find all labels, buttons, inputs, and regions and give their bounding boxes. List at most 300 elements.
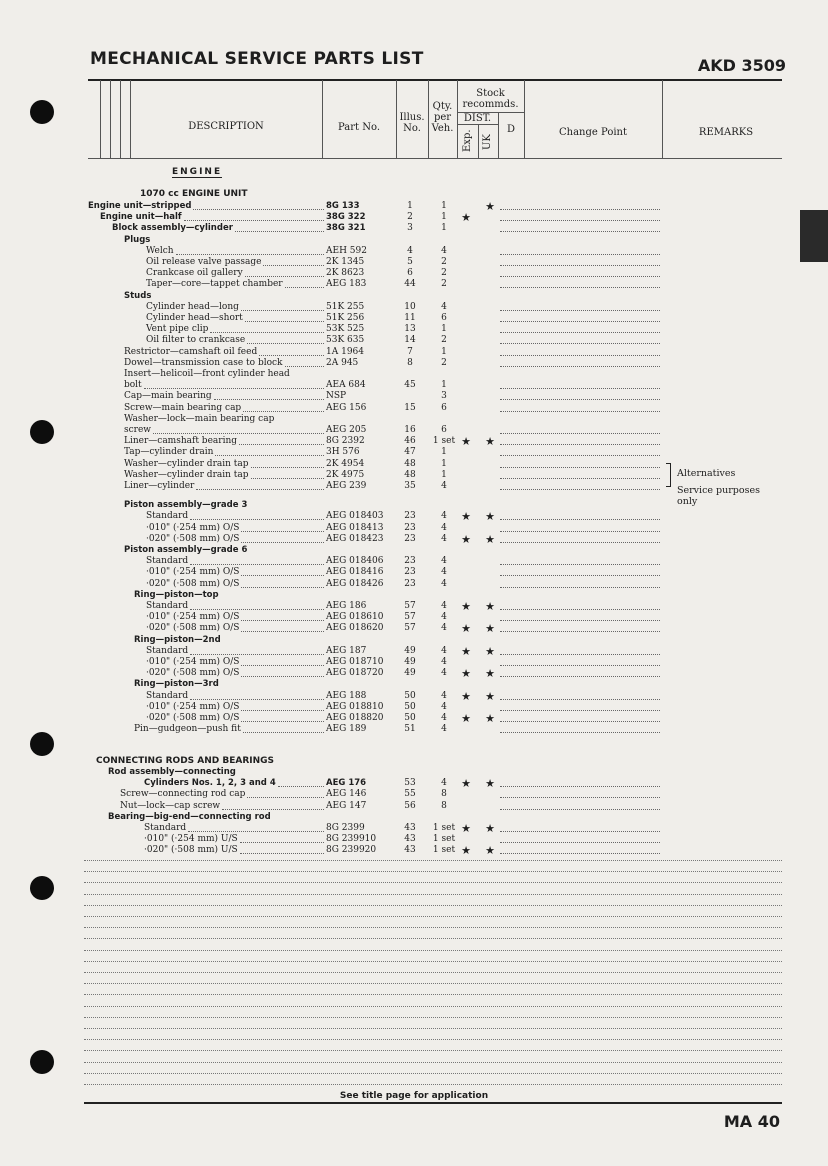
header-bottom-rule xyxy=(88,158,782,159)
qty-per-vehicle: 8 xyxy=(441,789,447,800)
illus-number: 5 xyxy=(407,257,413,267)
stock-exp-star-icon: ★ xyxy=(461,712,471,725)
table-row xyxy=(0,635,828,646)
qty-per-vehicle: 1 xyxy=(441,469,447,480)
stock-exp-star-icon: ★ xyxy=(461,600,471,613)
row-rule xyxy=(500,699,660,700)
table-row xyxy=(0,845,828,856)
table-row xyxy=(0,403,828,414)
part-number: AEG 239 xyxy=(326,481,367,491)
stock-uk-star-icon: ★ xyxy=(485,844,495,858)
row-rule xyxy=(500,388,660,389)
part-number: 3H 576 xyxy=(326,447,360,458)
qty-per-vehicle: 4 xyxy=(441,533,447,544)
section-engine-unit: 1070 cc ENGINE UNIT xyxy=(140,189,248,199)
table-row xyxy=(0,789,828,800)
leader-dots xyxy=(196,489,324,490)
part-number: AEG 189 xyxy=(326,724,367,735)
leader-dots xyxy=(240,842,324,843)
part-description: Liner—cylinder xyxy=(124,481,195,491)
illus-number: 3 xyxy=(407,223,413,234)
leader-dots xyxy=(240,853,324,854)
illus-number: 49 xyxy=(404,668,416,679)
page-number: MA 40 xyxy=(723,1112,780,1131)
qty-per-vehicle: 6 xyxy=(441,402,447,413)
leader-dots xyxy=(263,265,324,266)
part-description: Washer—cylinder drain tap xyxy=(124,469,249,480)
table-row xyxy=(0,812,828,823)
part-number: AEG 205 xyxy=(326,425,367,435)
part-number: AEA 684 xyxy=(326,380,366,391)
stock-exp-star-icon: ★ xyxy=(461,777,471,791)
qty-per-vehicle: 1 xyxy=(441,346,447,357)
row-rule xyxy=(500,310,660,311)
table-row xyxy=(0,834,828,845)
table-row xyxy=(0,223,828,234)
part-description: Standard xyxy=(146,690,189,701)
table-row xyxy=(0,679,828,690)
qty-per-vehicle: 4 xyxy=(441,567,447,578)
table-row xyxy=(0,601,828,612)
table-row xyxy=(0,801,828,812)
part-number: AEG 018720 xyxy=(326,668,384,679)
footer-note: See title page for application xyxy=(339,1091,489,1101)
part-number: AEG 186 xyxy=(326,601,367,611)
qty-per-vehicle: 6 xyxy=(441,425,447,435)
part-description: ·020" (·508 mm) O/S xyxy=(146,713,240,723)
table-row xyxy=(0,291,828,302)
illus-number: 23 xyxy=(404,511,416,522)
part-description: Oil release valve passage xyxy=(146,257,262,267)
illus-number: 57 xyxy=(404,601,416,611)
row-rule xyxy=(500,631,660,632)
qty-per-vehicle: 4 xyxy=(441,778,447,789)
table-row xyxy=(0,778,828,789)
stock-uk-star-icon: ★ xyxy=(485,644,495,658)
qty-per-vehicle: 3 xyxy=(441,391,447,402)
part-description: Washer—cylinder drain tap xyxy=(124,458,249,469)
part-description: ·010" (·254 mm) O/S xyxy=(146,701,240,712)
stock-exp-star-icon: ★ xyxy=(461,532,471,546)
qty-per-vehicle: 4 xyxy=(441,612,447,623)
stock-uk-star-icon: ★ xyxy=(485,822,495,835)
part-description: bolt xyxy=(124,380,142,391)
illus-number: 23 xyxy=(404,522,416,533)
leader-dots xyxy=(241,542,324,543)
row-rule xyxy=(500,564,660,565)
remark-service: Service purposes only xyxy=(677,485,760,507)
row-rule xyxy=(500,732,660,733)
illus-number: 49 xyxy=(404,645,416,656)
blank-ruled-line xyxy=(84,994,782,995)
row-rule xyxy=(500,721,660,722)
part-number: 1A 1964 xyxy=(326,346,364,357)
leader-dots xyxy=(184,220,324,221)
leader-dots xyxy=(247,797,324,798)
part-number: AEG 018620 xyxy=(326,623,384,634)
stock-exp-star-icon: ★ xyxy=(461,844,471,858)
part-number: AEG 018406 xyxy=(326,556,384,567)
row-rule xyxy=(500,575,660,576)
part-number: 8G 133 xyxy=(326,201,360,211)
part-description: Standard xyxy=(146,645,189,656)
table-row xyxy=(0,511,828,522)
part-description: Liner—camshaft bearing xyxy=(124,436,238,447)
part-description: Taper—core—tappet chamber xyxy=(146,279,283,290)
remark-alternatives: Alternatives xyxy=(677,468,736,479)
qty-per-vehicle: 1 set xyxy=(432,845,456,856)
blank-ruled-line xyxy=(84,1006,782,1007)
part-number: AEG 147 xyxy=(326,800,367,811)
row-rule xyxy=(500,853,660,854)
part-description: ·010" (·254 mm) O/S xyxy=(146,612,240,623)
blank-ruled-line xyxy=(84,882,782,883)
qty-per-vehicle: 1 set xyxy=(432,823,456,833)
leader-dots xyxy=(259,355,324,356)
part-number: 8G 2392 xyxy=(326,436,365,447)
leader-dots xyxy=(144,388,324,389)
row-rule xyxy=(500,399,660,400)
part-description: ·020" (·508 mm) O/S xyxy=(146,533,240,544)
table-row xyxy=(0,567,828,578)
leader-dots xyxy=(214,399,324,400)
illus-number: 10 xyxy=(404,301,416,312)
illus-number: 47 xyxy=(404,447,416,458)
illus-number: 45 xyxy=(404,380,416,391)
part-description: Standard xyxy=(146,601,189,611)
part-number: AEG 018416 xyxy=(326,567,384,578)
part-description: Standard xyxy=(146,511,189,522)
part-description: ·010" (·254 mm) O/S xyxy=(146,567,240,578)
part-number: 51K 256 xyxy=(326,313,365,323)
leader-dots xyxy=(251,467,324,468)
part-description: Screw—connecting rod cap xyxy=(120,789,246,800)
col-dist: DIST. xyxy=(463,113,492,124)
stock-exp-star-icon: ★ xyxy=(461,689,471,703)
part-description: ·010" (·254 mm) U/S xyxy=(144,834,238,845)
part-number: AEG 188 xyxy=(326,690,367,701)
table-row xyxy=(0,724,828,735)
part-description: Insert—helicoil—front cylinder head xyxy=(124,369,290,379)
qty-per-vehicle: 4 xyxy=(441,522,447,533)
illus-number: 14 xyxy=(404,335,416,346)
qty-per-vehicle: 4 xyxy=(441,623,447,634)
part-number: 38G 321 xyxy=(326,223,366,234)
leader-dots xyxy=(190,519,324,520)
stock-uk-star-icon: ★ xyxy=(485,712,495,725)
part-number: 53K 635 xyxy=(326,335,365,346)
part-description: ·020" (·508 mm) U/S xyxy=(144,845,238,856)
part-number: AEG 018710 xyxy=(326,657,384,667)
row-rule xyxy=(500,665,660,666)
leader-dots xyxy=(153,433,324,434)
illus-number: 6 xyxy=(407,268,413,279)
part-description: ·020" (·508 mm) O/S xyxy=(146,668,240,679)
stock-exp-star-icon: ★ xyxy=(461,622,471,636)
blank-ruled-line xyxy=(84,950,782,951)
part-number: 51K 255 xyxy=(326,301,365,312)
leader-dots xyxy=(243,732,324,733)
table-row xyxy=(0,369,828,380)
leader-dots xyxy=(241,310,324,311)
qty-per-vehicle: 4 xyxy=(441,668,447,679)
part-description: Cylinder head—short xyxy=(146,313,243,323)
leader-dots xyxy=(278,786,324,787)
part-number: AEG 018423 xyxy=(326,533,384,544)
blank-ruled-line xyxy=(84,961,782,962)
part-number: 2K 4975 xyxy=(326,469,365,480)
row-rule xyxy=(500,842,660,843)
blank-ruled-line xyxy=(84,1017,782,1018)
table-row xyxy=(0,545,828,556)
stock-exp-star-icon: ★ xyxy=(461,644,471,658)
table-row xyxy=(0,414,828,425)
table-row xyxy=(0,767,828,778)
illus-number: 7 xyxy=(407,346,413,357)
leader-dots xyxy=(285,366,324,367)
illus-number: 1 xyxy=(407,201,413,211)
illus-number: 23 xyxy=(404,578,416,589)
document-code: AKD 3509 xyxy=(697,56,786,75)
part-description: Ring—piston—2nd xyxy=(134,634,221,645)
part-number: AEG 187 xyxy=(326,645,367,656)
table-row xyxy=(0,623,828,634)
leader-dots xyxy=(241,620,324,621)
stock-exp-star-icon: ★ xyxy=(461,667,471,681)
illus-number: 2 xyxy=(407,212,413,223)
part-number: 8G 2399 xyxy=(326,823,365,833)
leader-dots xyxy=(241,631,324,632)
illus-number: 23 xyxy=(404,533,416,544)
col-exp: Exp. xyxy=(462,129,473,152)
row-rule xyxy=(500,531,660,532)
table-row xyxy=(0,391,828,402)
row-rule xyxy=(500,786,660,787)
stock-uk-star-icon: ★ xyxy=(485,200,495,213)
col-change-point: Change Point xyxy=(559,127,627,138)
stock-uk-star-icon: ★ xyxy=(485,622,495,636)
blank-ruled-line xyxy=(84,1084,782,1085)
leader-dots xyxy=(241,587,324,588)
leader-dots xyxy=(243,411,324,412)
qty-per-vehicle: 1 xyxy=(441,324,447,335)
part-number: NSP xyxy=(326,391,347,402)
qty-per-vehicle: 1 xyxy=(441,458,447,469)
section-engine: ENGINE xyxy=(172,167,223,177)
qty-per-vehicle: 1 set xyxy=(432,436,456,447)
illus-number: 57 xyxy=(404,623,416,634)
row-rule xyxy=(500,265,660,266)
leader-dots xyxy=(190,609,324,610)
row-rule xyxy=(500,343,660,344)
part-description: Ring—piston—3rd xyxy=(134,679,219,690)
row-rule xyxy=(500,676,660,677)
row-rule xyxy=(500,542,660,543)
leader-dots xyxy=(210,332,324,333)
qty-per-vehicle: 1 xyxy=(441,380,447,391)
row-rule xyxy=(500,254,660,255)
part-description: Welch xyxy=(146,245,174,256)
leader-dots xyxy=(245,321,324,322)
part-description: ·010" (·254 mm) O/S xyxy=(146,657,240,667)
part-description: Studs xyxy=(124,290,152,301)
row-rule xyxy=(500,321,660,322)
part-number: 2K 1345 xyxy=(326,257,365,267)
qty-per-vehicle: 4 xyxy=(441,481,447,491)
stock-uk-star-icon: ★ xyxy=(485,600,495,613)
stock-exp-star-icon: ★ xyxy=(461,211,471,225)
illus-number: 16 xyxy=(404,425,416,435)
col-part-no: Part No. xyxy=(338,122,380,133)
part-number: AEG 018413 xyxy=(326,522,384,533)
stock-uk-star-icon: ★ xyxy=(485,667,495,681)
leader-dots xyxy=(193,209,324,210)
table-row xyxy=(0,556,828,567)
stock-uk-star-icon: ★ xyxy=(485,689,495,703)
remark-bracket xyxy=(666,463,671,487)
illus-number: 44 xyxy=(404,279,416,290)
qty-per-vehicle: 4 xyxy=(441,713,447,723)
row-rule xyxy=(500,620,660,621)
part-description: Engine unit—stripped xyxy=(88,201,192,211)
qty-per-vehicle: 4 xyxy=(441,511,447,522)
row-rule xyxy=(500,220,660,221)
row-rule xyxy=(500,831,660,832)
part-description: Crankcase oil gallery xyxy=(146,268,243,279)
illus-number: 56 xyxy=(404,800,416,811)
stock-uk-star-icon: ★ xyxy=(485,510,495,524)
part-description: Cap—main bearing xyxy=(124,391,212,402)
col-qty: Qty. per Veh. xyxy=(431,101,454,134)
leader-dots xyxy=(241,721,324,722)
table-row xyxy=(0,358,828,369)
part-description: Standard xyxy=(144,823,187,833)
part-description: Plugs xyxy=(124,234,151,245)
illus-number: 8 xyxy=(407,357,413,368)
illus-number: 50 xyxy=(404,713,416,723)
col-d: D xyxy=(506,124,516,135)
qty-per-vehicle: 4 xyxy=(441,724,447,735)
illus-number: 50 xyxy=(404,701,416,712)
blank-ruled-line xyxy=(84,983,782,984)
part-number: AEG 156 xyxy=(326,402,367,413)
part-number: 38G 322 xyxy=(326,212,366,223)
table-row xyxy=(0,702,828,713)
table-row xyxy=(0,347,828,358)
col-remarks: REMARKS xyxy=(698,127,754,138)
qty-per-vehicle: 4 xyxy=(441,556,447,567)
part-description: Dowel—transmission case to block xyxy=(124,357,283,368)
leader-dots xyxy=(190,699,324,700)
illus-number: 46 xyxy=(404,436,416,447)
illus-number: 43 xyxy=(404,834,416,845)
row-rule xyxy=(500,519,660,520)
table-row xyxy=(0,380,828,391)
part-description: Piston assembly—grade 3 xyxy=(124,500,248,511)
row-rule xyxy=(500,444,660,445)
row-rule xyxy=(500,797,660,798)
qty-per-vehicle: 1 set xyxy=(432,834,456,845)
part-number: 53K 525 xyxy=(326,324,365,335)
qty-per-vehicle: 6 xyxy=(441,313,447,323)
leader-dots xyxy=(188,831,324,832)
blank-ruled-line xyxy=(84,1050,782,1051)
part-number: AEH 592 xyxy=(326,245,367,256)
leader-dots xyxy=(241,665,324,666)
part-description: ·020" (·508 mm) O/S xyxy=(146,578,240,589)
leader-dots xyxy=(247,343,324,344)
leader-dots xyxy=(285,287,324,288)
illus-number: 43 xyxy=(404,823,416,833)
qty-per-vehicle: 1 xyxy=(441,201,447,211)
blank-ruled-line xyxy=(84,905,782,906)
illus-number: 35 xyxy=(404,481,416,491)
blank-ruled-line xyxy=(84,894,782,895)
part-number: 8G 239920 xyxy=(326,845,377,856)
punch-hole xyxy=(30,100,54,124)
qty-per-vehicle: 4 xyxy=(441,645,447,656)
blank-ruled-line xyxy=(84,860,782,861)
leader-dots xyxy=(176,254,324,255)
part-description: Piston assembly—grade 6 xyxy=(124,545,248,555)
row-rule xyxy=(500,587,660,588)
stock-uk-star-icon: ★ xyxy=(485,435,495,449)
part-number: AEG 018820 xyxy=(326,713,384,723)
part-description: Washer—lock—main bearing cap xyxy=(124,413,275,424)
blank-ruled-line xyxy=(84,916,782,917)
blank-ruled-line xyxy=(84,938,782,939)
illus-number: 23 xyxy=(404,556,416,567)
part-description: ·020" (·508 mm) O/S xyxy=(146,623,240,634)
table-row xyxy=(0,436,828,447)
part-description: Restrictor—camshaft oil feed xyxy=(124,346,258,357)
part-number: AEG 018810 xyxy=(326,701,384,712)
part-description: Engine unit—half xyxy=(100,212,182,223)
table-row xyxy=(0,201,828,212)
illus-number: 23 xyxy=(404,567,416,578)
row-rule xyxy=(500,433,660,434)
part-description: Bearing—big-end—connecting rod xyxy=(108,811,271,822)
part-description: Oil filter to crankcase xyxy=(146,335,246,346)
table-row xyxy=(0,212,828,223)
table-row xyxy=(0,668,828,679)
part-description: Nut—lock—cap screw xyxy=(120,800,221,811)
illus-number: 53 xyxy=(404,778,416,789)
table-row xyxy=(0,657,828,668)
table-row xyxy=(0,523,828,534)
stock-exp-star-icon: ★ xyxy=(461,435,471,449)
table-row xyxy=(0,447,828,458)
illus-number: 51 xyxy=(404,724,416,735)
qty-per-vehicle: 2 xyxy=(441,279,447,290)
qty-per-vehicle: 4 xyxy=(441,690,447,701)
qty-per-vehicle: 4 xyxy=(441,245,447,256)
stock-uk-star-icon: ★ xyxy=(485,532,495,546)
leader-dots xyxy=(239,444,324,445)
stock-uk-star-icon: ★ xyxy=(485,777,495,791)
row-rule xyxy=(500,467,660,468)
leader-dots xyxy=(190,654,324,655)
footer-rule xyxy=(84,1102,782,1104)
qty-per-vehicle: 4 xyxy=(441,701,447,712)
part-number: 2A 945 xyxy=(326,357,359,368)
punch-hole xyxy=(30,1050,54,1074)
part-description: Vent pipe clip xyxy=(146,324,209,335)
part-description: Rod assembly—connecting xyxy=(108,767,236,777)
illus-number: 43 xyxy=(404,845,416,856)
illus-number: 57 xyxy=(404,612,416,623)
illus-number: 50 xyxy=(404,690,416,701)
